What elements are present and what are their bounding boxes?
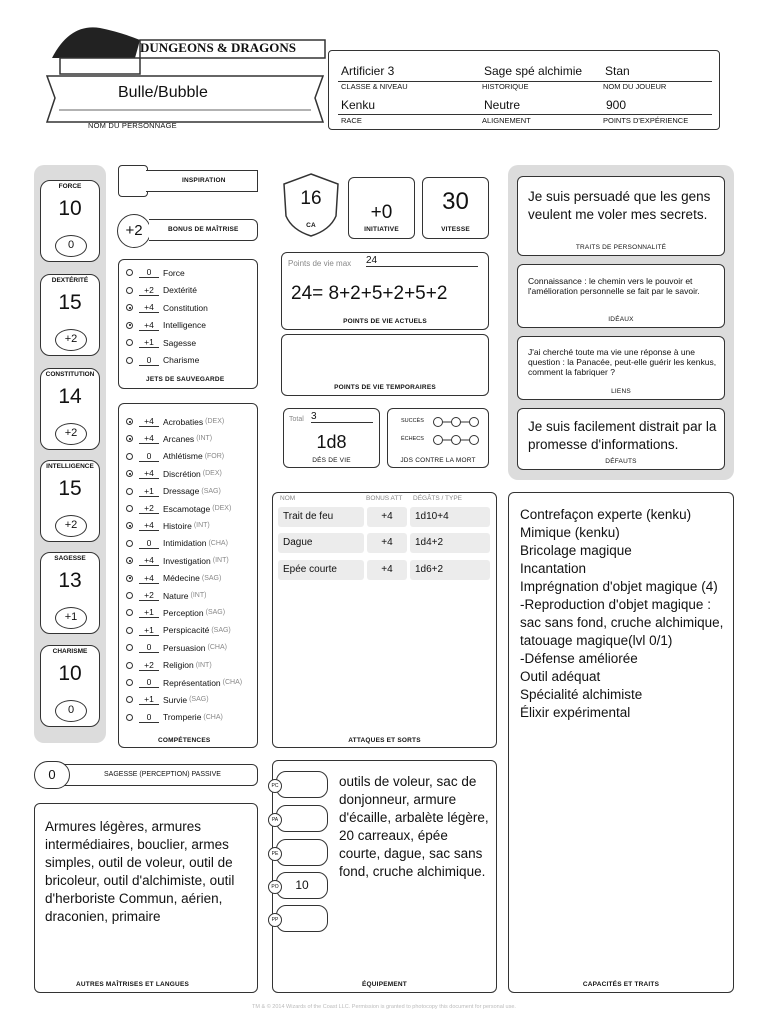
skill-ability: (SAG): [201, 574, 222, 582]
skill-name: Escamotage: [163, 503, 211, 514]
skill-name: Athlétisme: [163, 451, 203, 462]
skill-row[interactable]: [126, 674, 242, 691]
alignment-label: ALIGNEMENT: [482, 116, 531, 125]
ability-name: DEXTÉRITÉ: [51, 277, 89, 284]
skill-row[interactable]: [126, 430, 212, 447]
attack-row-3-bonus[interactable]: +4: [367, 560, 407, 580]
ability-score[interactable]: 15: [58, 291, 82, 314]
skill-ability: (SAG): [211, 626, 231, 634]
proficiency-checkbox[interactable]: [126, 522, 133, 529]
background-label: HISTORIQUE: [482, 82, 529, 91]
proficiency-checkbox[interactable]: [126, 322, 133, 329]
ability-modifier: +2: [55, 515, 87, 537]
personality-label: TRAITS DE PERSONNALITÉ: [575, 244, 667, 251]
skill-row[interactable]: [126, 604, 225, 621]
ability-constitution[interactable]: [40, 368, 100, 450]
ability-name: CHARISME: [52, 648, 88, 655]
saving-throw-row[interactable]: [126, 317, 206, 334]
ability-name: INTELLIGENCE: [46, 463, 94, 470]
proficiency-checkbox[interactable]: [126, 453, 133, 460]
skill-name: Représentation: [163, 677, 221, 688]
attacks-col-damage: DÉGÂTS / TYPE: [413, 495, 463, 502]
saving-throw-value[interactable]: 0: [139, 355, 159, 366]
saving-throw-row[interactable]: [126, 299, 208, 316]
skill-value[interactable]: +4: [139, 468, 159, 479]
skill-row[interactable]: [126, 517, 210, 534]
ability-force[interactable]: [40, 180, 100, 262]
personality-text[interactable]: Je suis persuadé que les gens veulent me voler mes secrets.: [528, 189, 711, 222]
proficiency-checkbox[interactable]: [126, 662, 133, 669]
skill-row[interactable]: [126, 552, 229, 569]
info-divider-2: [338, 114, 712, 115]
skill-ability: (INT): [190, 592, 207, 599]
skill-row[interactable]: [126, 622, 231, 639]
saving-throw-row[interactable]: [126, 352, 199, 369]
coin-pp-label: PP: [268, 913, 282, 927]
skills-label: COMPÉTENCES: [158, 737, 211, 744]
skill-name: Acrobaties: [163, 416, 204, 427]
coin-pa-field[interactable]: [276, 805, 328, 832]
skill-name: Discrétion: [163, 468, 201, 479]
skill-name: Religion: [163, 660, 194, 671]
feature-line: Élixir expérimental: [520, 705, 631, 720]
saving-throw-value[interactable]: +4: [139, 302, 159, 313]
features-label: CAPACITÉS ET TRAITS: [582, 981, 660, 988]
skill-value[interactable]: 0: [139, 538, 159, 549]
hp-current-value[interactable]: 24= 8+2+5+2+5+2: [291, 283, 448, 304]
armor-class-label: CA: [306, 222, 316, 229]
ability-score[interactable]: 13: [58, 569, 82, 592]
other-proficiencies-text[interactable]: Armures légères, armures intermédiaires, bouclier, armes simples, outil de voleur, outil de bricoleur, outil d'alchimiste, outil d'herboriste Commun, aérien, draconien, primaire: [45, 819, 235, 924]
feature-line: -Reproduction d'objet magique : sac sans fond, cruche alchimique, tatouage magique(lvl 0/1): [520, 597, 724, 648]
skill-name: Nature: [163, 590, 189, 601]
skill-ability: (CHA): [207, 644, 227, 652]
feature-line: Incantation: [520, 561, 587, 576]
skill-value[interactable]: +4: [139, 555, 159, 566]
saving-throw-row[interactable]: [126, 334, 196, 351]
ability-name: CONSTITUTION: [45, 371, 95, 378]
skill-row[interactable]: [126, 483, 221, 500]
character-name-label: NOM DU PERSONNAGE: [88, 121, 177, 130]
ability-name: FORCE: [58, 183, 82, 190]
logo-text: DUNGEONS & DRAGONS: [140, 40, 297, 55]
speed-value[interactable]: 30: [442, 188, 469, 215]
skill-name: Arcanes: [163, 433, 195, 444]
skill-value[interactable]: +1: [139, 486, 159, 497]
proficiency-checkbox[interactable]: [126, 592, 133, 599]
proficiency-checkbox[interactable]: [126, 627, 133, 634]
inspiration-label: INSPIRATION: [182, 177, 226, 184]
proficiency-checkbox[interactable]: [126, 575, 133, 582]
skill-ability: (INT): [193, 522, 210, 530]
player-name-label: NOM DU JOUEUR: [603, 82, 667, 91]
proficiency-checkbox[interactable]: [126, 357, 133, 364]
bonds-label: LIENS: [611, 388, 631, 395]
ability-score[interactable]: 14: [58, 385, 82, 408]
skill-ability: (SAG): [189, 696, 209, 704]
hp-temp-label: POINTS DE VIE TEMPORAIRES: [334, 384, 436, 391]
skill-value[interactable]: 0: [139, 451, 159, 462]
skill-ability: (FOR): [204, 452, 225, 460]
ability-modifier: 0: [55, 235, 87, 257]
hp-max-value[interactable]: 24: [366, 255, 478, 267]
skill-name: Histoire: [163, 520, 192, 531]
hit-dice-total-value[interactable]: 3: [311, 411, 373, 423]
saving-throws-label: JETS DE SAUVEGARDE: [146, 376, 225, 383]
ability-dexterite[interactable]: [40, 274, 100, 356]
proficiency-checkbox[interactable]: [126, 418, 133, 425]
ability-intelligence[interactable]: [40, 460, 100, 542]
coin-po-label: PO: [268, 880, 282, 894]
skill-name: Médecine: [163, 573, 200, 584]
skill-value[interactable]: 0: [139, 642, 159, 653]
proficiency-circle[interactable]: +2: [117, 214, 151, 248]
flaws-text[interactable]: Je suis facilement distrait par la promesse d'informations.: [528, 419, 717, 452]
ideals-label: IDÉAUX: [608, 316, 634, 323]
skill-ability: (INT): [196, 435, 213, 443]
saving-throw-name: Charisme: [163, 355, 200, 365]
proficiency-checkbox[interactable]: [126, 696, 133, 703]
ability-name: SAGESSE: [54, 555, 86, 562]
saving-throw-name: Intelligence: [163, 320, 207, 330]
hp-max-label: Points de vie max: [288, 259, 352, 268]
ability-charisme[interactable]: [40, 645, 100, 727]
character-name[interactable]: Bulle/Bubble: [118, 84, 208, 101]
saving-throw-value[interactable]: +1: [139, 337, 159, 348]
proficiency-checkbox[interactable]: [126, 287, 133, 294]
proficiency-checkbox[interactable]: [126, 609, 133, 616]
skill-ability: (SAG): [201, 487, 221, 495]
proficiency-checkbox[interactable]: [126, 557, 133, 564]
feature-line: Outil adéquat: [520, 669, 601, 684]
proficiency-checkbox[interactable]: [126, 269, 133, 276]
skill-row[interactable]: [126, 639, 227, 656]
attack-row-1-damage[interactable]: 1d10+4: [410, 507, 490, 527]
attack-row-1-bonus[interactable]: +4: [367, 507, 407, 527]
class-level-label: CLASSE & NIVEAU: [341, 82, 408, 91]
death-success-label: SUCCÈS: [401, 418, 424, 424]
skill-name: Tromperie: [163, 712, 202, 723]
skill-ability: (CHA): [203, 713, 223, 721]
coin-po-field[interactable]: 10: [276, 872, 328, 899]
death-fail-checkboxes[interactable]: [432, 434, 480, 446]
skill-value[interactable]: +2: [139, 503, 159, 514]
copyright-footer: TM & © 2014 Wizards of the Coast LLC. Permission is granted to photocopy this document for personal use.: [252, 1004, 516, 1010]
proficiency-checkbox[interactable]: [126, 304, 133, 311]
death-fail-label: ÉCHECS: [401, 436, 424, 442]
skill-name: Survie: [163, 694, 188, 705]
skill-row[interactable]: [126, 587, 206, 604]
skill-row[interactable]: [126, 657, 212, 674]
skill-name: Persuasion: [163, 642, 206, 653]
skill-value[interactable]: +4: [139, 520, 159, 531]
skill-name: Investigation: [163, 555, 211, 566]
ideals-text[interactable]: Connaissance : le chemin vers le pouvoir et l'amélioration personnelle se fait par le savoir.: [528, 276, 700, 296]
coin-pc-field[interactable]: [276, 771, 328, 798]
skill-value[interactable]: +4: [139, 416, 159, 427]
coin-pc-label: PC: [268, 779, 282, 793]
attacks-label: ATTAQUES ET SORTS: [348, 737, 421, 744]
skill-value[interactable]: +2: [139, 590, 159, 601]
skill-ability: (CHA): [222, 679, 243, 686]
saving-throw-name: Constitution: [163, 302, 208, 313]
hp-current-label: POINTS DE VIE ACTUELS: [343, 318, 427, 325]
race-value[interactable]: Kenku: [341, 98, 376, 112]
coin-pa-label: PA: [268, 813, 282, 827]
player-name-value[interactable]: Stan: [605, 64, 630, 78]
feature-line: -Défense améliorée: [520, 651, 638, 666]
skill-ability: (INT): [212, 557, 229, 565]
attack-row-2-name[interactable]: Dague: [278, 533, 364, 553]
skill-value[interactable]: +4: [139, 573, 159, 584]
skill-row[interactable]: [126, 535, 228, 552]
saving-throw-value[interactable]: +4: [139, 320, 159, 331]
skill-value[interactable]: +1: [139, 625, 159, 636]
skill-value[interactable]: +1: [139, 607, 159, 618]
skill-row[interactable]: [126, 500, 231, 517]
proficiency-checkbox[interactable]: [126, 435, 133, 442]
skill-row[interactable]: [126, 691, 209, 708]
skill-row[interactable]: [126, 413, 224, 430]
proficiency-checkbox[interactable]: [126, 540, 133, 547]
skill-ability: (SAG): [205, 609, 226, 617]
passive-perception-value[interactable]: 0: [34, 761, 70, 789]
proficiency-checkbox[interactable]: [126, 470, 133, 477]
speed-label: VITESSE: [441, 226, 470, 233]
alignment-value[interactable]: Neutre: [484, 98, 521, 112]
skill-name: Perspicacité: [163, 625, 210, 636]
race-label: RACE: [341, 116, 362, 125]
ability-sagesse[interactable]: [40, 552, 100, 634]
attacks-box: [272, 492, 497, 748]
equipment-label: ÉQUIPEMENT: [362, 981, 407, 988]
equipment-text[interactable]: outils de voleur, sac de donjonneur, armure d'écaille, arbalète légère, 20 carreaux, épée courte, dague, sac sans fond, cruche alchimique.: [339, 774, 489, 879]
saving-throw-value[interactable]: 0: [139, 267, 159, 278]
skill-row[interactable]: [126, 570, 221, 587]
ability-score[interactable]: 10: [58, 662, 82, 685]
xp-label: POINTS D'EXPÉRIENCE: [603, 116, 689, 125]
ability-score[interactable]: 15: [58, 477, 82, 500]
coin-pe-field[interactable]: [276, 839, 328, 866]
coin-pe-label: PE: [268, 847, 282, 861]
class-level-value[interactable]: Artificier 3: [341, 64, 395, 78]
hit-dice-label: DÉS DE VIE: [312, 457, 351, 464]
proficiency-checkbox[interactable]: [126, 644, 133, 651]
attacks-col-name: NOM: [280, 495, 296, 502]
initiative-value[interactable]: +0: [370, 202, 393, 223]
saving-throw-row[interactable]: [126, 264, 185, 281]
background-value[interactable]: Sage spé alchimie: [484, 64, 583, 78]
bonds-text[interactable]: J'ai cherché toute ma vie une réponse à une question : la Panacée, peut-elle guérir les kenkus, comment la fabriquer ?: [528, 347, 717, 377]
saving-throw-name: Dextérité: [163, 285, 198, 295]
flaws-label: DÉFAUTS: [605, 458, 637, 465]
skill-value[interactable]: +2: [139, 660, 159, 671]
skill-ability: (DEX): [205, 418, 225, 425]
skill-row[interactable]: [126, 448, 224, 465]
initiative-label: INITIATIVE: [364, 226, 399, 233]
saving-throw-value[interactable]: +2: [139, 285, 159, 296]
skill-ability: (DEX): [212, 505, 232, 512]
feature-line: Bricolage magique: [520, 543, 632, 558]
saving-throw-row[interactable]: [126, 282, 197, 299]
armor-class-value[interactable]: 16: [300, 188, 322, 209]
skill-name: Dressage: [163, 486, 200, 497]
saving-throw-name: Force: [163, 267, 185, 278]
death-success-checkboxes[interactable]: [432, 416, 480, 428]
saving-throw-name: Sagesse: [163, 337, 197, 348]
inspiration-field[interactable]: [118, 165, 148, 197]
skill-row[interactable]: [126, 465, 222, 482]
passive-perception-label: SAGESSE (PERCEPTION) PASSIVE: [104, 771, 221, 778]
attack-row-3-damage[interactable]: 1d6+2: [410, 560, 490, 580]
proficiency-checkbox[interactable]: [126, 714, 133, 721]
skill-value[interactable]: 0: [139, 677, 159, 688]
skill-name: Intimidation: [163, 538, 207, 549]
attacks-col-bonus: BONUS ATT: [366, 495, 403, 502]
death-saves-label: JDS CONTRE LA MORT: [400, 457, 476, 464]
skill-ability: (INT): [195, 661, 212, 669]
skill-row[interactable]: [126, 709, 223, 726]
other-proficiencies-label: AUTRES MAÎTRISES ET LANGUES: [76, 981, 190, 988]
proficiency-label: BONUS DE MAÎTRISE: [168, 226, 239, 233]
xp-value[interactable]: 900: [606, 98, 627, 112]
ability-modifier: +2: [55, 423, 87, 445]
ability-modifier: +2: [55, 329, 87, 351]
coin-pp-field[interactable]: [276, 905, 328, 932]
proficiency-checkbox[interactable]: [126, 339, 133, 346]
skill-value[interactable]: +1: [139, 694, 159, 705]
ability-modifier: +1: [55, 607, 87, 629]
proficiency-checkbox[interactable]: [126, 679, 133, 686]
proficiency-checkbox[interactable]: [126, 488, 133, 495]
feature-line: Imprégnation d'objet magique (4): [520, 579, 718, 594]
features-text[interactable]: [520, 506, 728, 722]
feature-line: Mimique (kenku): [520, 525, 620, 540]
ability-modifier: 0: [55, 700, 87, 722]
skill-value[interactable]: +4: [139, 433, 159, 444]
skill-name: Perception: [163, 607, 204, 618]
attack-row-2-damage[interactable]: 1d4+2: [410, 533, 490, 553]
skill-ability: (DEX): [202, 470, 222, 478]
attack-row-2-bonus[interactable]: +4: [367, 533, 407, 553]
feature-line: Spécialité alchimiste: [520, 687, 643, 702]
skill-value[interactable]: 0: [139, 712, 159, 723]
proficiency-checkbox[interactable]: [126, 505, 133, 512]
feature-line: Contrefaçon experte (kenku): [520, 507, 692, 522]
skill-ability: (CHA): [208, 539, 228, 547]
attack-row-1-name[interactable]: Trait de feu: [278, 507, 364, 527]
attack-row-3-name[interactable]: Epée courte: [278, 560, 364, 580]
hit-dice-value[interactable]: 1d8: [316, 432, 347, 452]
hit-dice-total-label: Total: [289, 416, 304, 423]
ability-score[interactable]: 10: [58, 197, 82, 220]
